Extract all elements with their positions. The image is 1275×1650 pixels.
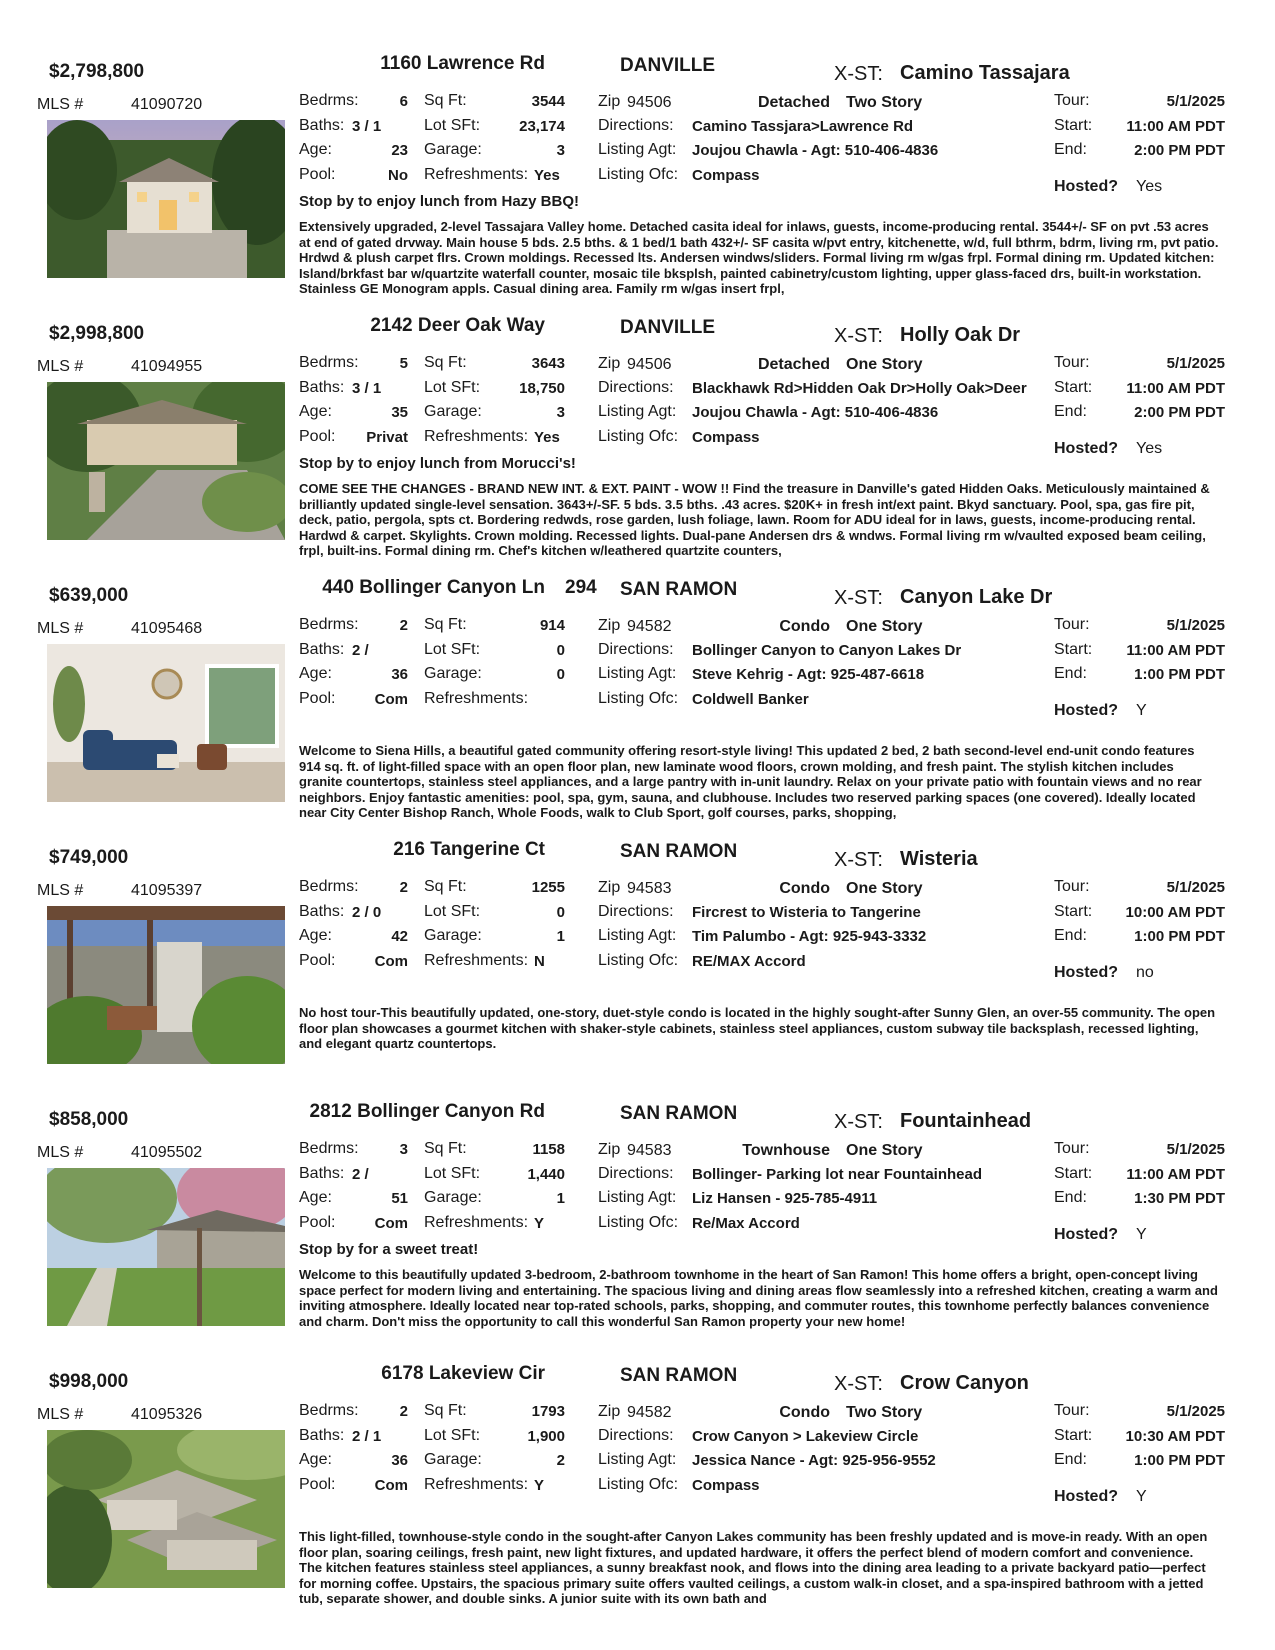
start-label: Start: [1054,1165,1093,1182]
mls-label: MLS # [37,1406,84,1423]
zip-value: 94582 [627,1404,672,1421]
start-label: Start: [1054,117,1093,134]
cross-street-label: X-ST: [834,1111,883,1133]
property-style: One Story [846,880,923,897]
listing-card [0,315,1275,583]
property-photo [47,382,285,540]
listing-city: SAN RAMON [620,1103,738,1124]
start-label: Start: [1054,903,1093,920]
lotsft-label: Lot SFt: [424,903,481,920]
end-label: End: [1054,1189,1087,1206]
listing-address: 216 Tangerine Ct [393,839,545,860]
listing-note: Stop by to enjoy lunch from Morucci's! [299,455,576,472]
refreshments-label: Refreshments: [424,952,529,969]
listing-description: No host tour-This beautifully updated, one-story, duet-style condo is located in the highly sought-after Sunny Glen, an over-55 community. The open floor plan showcases a gourmet kitchen with shaker-style cabinets, stainless steel appliances, custom subway tile backsplash, recessed lighting, and elegant quartz countertops. [299,1005,1216,1052]
start-time: 11:00 AM PDT [1126,380,1225,397]
listing-office-label: Listing Ofc: [598,428,679,445]
age-value: 35 [391,404,408,421]
baths-label: Baths: [299,903,345,920]
mls-number: 41094955 [131,358,203,375]
sqft-value: 1793 [531,1403,565,1420]
pool-value: Privat [366,429,408,446]
garage-label: Garage: [424,1451,482,1468]
listing-office-value: Compass [692,429,760,446]
baths-value: 2 / 1 [352,1428,382,1445]
listing-agent-label: Listing Agt: [598,1189,677,1206]
start-label: Start: [1054,379,1093,396]
listing-description: COME SEE THE CHANGES - BRAND NEW INT. & EXT. PAINT - WOW !! Find the treasure in Danville's gated Hidden Oaks. Meticulously maintained & brilliantly updated single-level sensation. 3643+/-SF. 5 bds. 3.5 bths. .43 acres. $20K+ in fresh int/ext paint. Bkyd sanctuary. Pool, spa, gas fire pit, deck, patio, pergola, spts ct. Bordering redwds, rose garden, lush foliage, lawn. Room for ADU ideal for in laws, guests, income-producing rental. Hardwd & carpet. Skylights. Crown molding. Recessed lights. Dual-pane Andersen drs & wndws. Formal living rm w/vaulted exposed beam ceiling, frpl, built-ins. Formal dining rm. Chef's kitchen w/leathered quartzite counters, [299,481,1210,559]
tour-label: Tour: [1054,878,1090,895]
listing-agent-value: Joujou Chawla - Agt: 510-406-4836 [692,142,939,159]
zip-label: Zip [598,1141,621,1158]
listing-agent-label: Listing Agt: [598,1451,677,1468]
listing-office-label: Listing Ofc: [598,690,679,707]
baths-value: 2 / [352,642,369,659]
age-value: 36 [391,1452,408,1469]
tour-date: 5/1/2025 [1166,93,1225,110]
tour-label: Tour: [1054,1402,1090,1419]
garage-value: 3 [556,404,565,421]
baths-value: 3 / 1 [352,118,382,135]
mls-label: MLS # [37,1144,84,1161]
lotsft-value: 23,174 [519,118,565,135]
mls-label: MLS # [37,358,84,375]
property-photo [47,120,285,278]
pool-value: No [388,167,408,184]
tour-date: 5/1/2025 [1166,617,1225,634]
lotsft-value: 1,440 [527,1166,565,1183]
baths-value: 2 / 0 [352,904,382,921]
bedrooms-value: 3 [399,1141,408,1158]
listing-note: Stop by for a sweet treat! [299,1241,479,1258]
pool-value: Com [374,1215,408,1232]
cross-street-label: X-ST: [834,1373,883,1395]
mls-label: MLS # [37,882,84,899]
listing-note: Stop by to enjoy lunch from Hazy BBQ! [299,193,580,210]
listing-city: SAN RAMON [620,841,738,862]
listing-agent-value: Steve Kehrig - Agt: 925-487-6618 [692,666,925,683]
listing-agent-value: Tim Palumbo - Agt: 925-943-3332 [692,928,927,945]
property-type: Condo [779,880,830,897]
age-label: Age: [299,403,332,420]
listing-price: $749,000 [49,847,129,868]
hosted-label: Hosted? [1054,1226,1118,1243]
pool-label: Pool: [299,690,336,707]
sqft-value: 1158 [532,1141,565,1158]
lotsft-label: Lot SFt: [424,117,481,134]
directions-label: Directions: [598,1427,674,1444]
hosted-value: Y [1136,1488,1147,1505]
end-time: 1:00 PM PDT [1134,1452,1225,1469]
end-time: 1:30 PM PDT [1134,1190,1225,1207]
age-label: Age: [299,141,332,158]
refreshments-label: Refreshments: [424,1476,529,1493]
cross-street: Holly Oak Dr [900,324,1021,346]
cross-street: Fountainhead [900,1110,1032,1132]
hosted-label: Hosted? [1054,178,1118,195]
listing-city: SAN RAMON [620,1365,738,1386]
zip-label: Zip [598,879,621,896]
directions-label: Directions: [598,641,674,658]
listing-description: This light-filled, townhouse-style condo in the sought-after Canyon Lakes community has been freshly updated and is move-in ready. With an open floor plan, soaring ceilings, fresh paint, new light fixtures, and updated hardware, it offers the perfect blend of modern comfort and convenience. The kitchen features stainless steel appliances, a sunny breakfast nook, and flows into the dining area leading to a private backyard patio—perfect for morning coffee. Upstairs, the spacious primary suite offers vaulted ceilings, a custom walk-in closet, and a spa-inspired bathroom with a jetted tub, separate shower, and double sinks. A junior suite with its own bath and [299,1529,1208,1607]
property-type: Detached [757,94,830,111]
mls-number: 41095502 [131,1144,203,1161]
zip-value: 94583 [627,1142,672,1159]
listing-agent-label: Listing Agt: [598,927,677,944]
property-photo [47,644,285,802]
property-type: Condo [779,618,830,635]
listing-office-label: Listing Ofc: [598,952,679,969]
baths-value: 3 / 1 [352,380,382,397]
directions-value: Blackhawk Rd>Hidden Oak Dr>Holly Oak>Deer [692,380,1027,397]
directions-value: Crow Canyon > Lakeview Circle [692,1428,919,1445]
bedrooms-label: Bedrms: [299,878,359,895]
hosted-value: Yes [1136,178,1163,195]
pool-label: Pool: [299,166,336,183]
cross-street: Canyon Lake Dr [900,586,1053,608]
refreshments-label: Refreshments: [424,428,529,445]
garage-label: Garage: [424,927,482,944]
end-label: End: [1054,927,1087,944]
tour-label: Tour: [1054,354,1090,371]
baths-label: Baths: [299,1165,345,1182]
age-label: Age: [299,927,332,944]
listing-agent-value: Jessica Nance - Agt: 925-956-9552 [692,1452,936,1469]
cross-street: Wisteria [900,848,978,870]
listing-office-label: Listing Ofc: [598,1214,679,1231]
listing-description: Welcome to Siena Hills, a beautiful gated community offering resort-style living! This updated 2 bed, 2 bath second-level end-unit condo features 914 sq. ft. of light-filled space with an open floor plan, new laminate wood floors, crown molding, and fresh paint. The stylish kitchen includes granite countertops, stainless steel appliances, and a large pantry with in-unit laundry. Relax on your private patio with fountain views and no rear neighbors. Enjoy fantastic amenities: pool, spa, gym, sauna, and clubhouse. Includes two reserved parking spaces (one covered). Ideally located near City Center Bishop Ranch, Whole Foods, walk to Club Sport, golf courses, parks, shopping, [299,743,1202,821]
property-style: One Story [846,356,923,373]
sqft-value: 1255 [531,879,565,896]
garage-value: 3 [556,142,565,159]
listing-agent-label: Listing Agt: [598,141,677,158]
pool-value: Com [374,953,408,970]
age-value: 42 [391,928,408,945]
tour-label: Tour: [1054,92,1090,109]
directions-value: Camino Tassjara>Lawrence Rd [692,118,914,135]
property-type: Detached [757,356,830,373]
sqft-label: Sq Ft: [424,1402,467,1419]
listing-card [0,839,1275,1107]
end-time: 2:00 PM PDT [1134,404,1225,421]
end-label: End: [1054,141,1087,158]
age-value: 36 [391,666,408,683]
bedrooms-label: Bedrms: [299,354,359,371]
listing-price: $639,000 [49,585,129,606]
age-label: Age: [299,1451,332,1468]
start-time: 11:00 AM PDT [1126,642,1225,659]
lotsft-label: Lot SFt: [424,1165,481,1182]
hosted-value: Yes [1136,440,1163,457]
tour-date: 5/1/2025 [1166,1403,1225,1420]
end-label: End: [1054,403,1087,420]
cross-street-label: X-ST: [834,587,883,609]
garage-value: 1 [556,928,565,945]
pool-label: Pool: [299,952,336,969]
sqft-value: 914 [539,617,565,634]
garage-value: 2 [556,1452,565,1469]
refreshments-value: Y [534,1477,545,1494]
cross-street: Crow Canyon [900,1372,1029,1394]
listing-price: $2,798,800 [49,61,145,82]
garage-value: 1 [556,1190,565,1207]
age-label: Age: [299,1189,332,1206]
listing-description: Extensively upgraded, 2-level Tassajara Valley home. Detached casita ideal for inlaws, guests, income-producing rental. 3544+/- SF on pvt .53 acres at end of gated drvway. Main house 5 bds. 2.5 bths. & 1 bed/1 bath 432+/- SF casita w/pvt entry, kitchenette, w/d, full bthrm, bdrm, living rm, pvt patio. Hrdwd & plush carpet flrs. Crown moldings. Recessed lts. Andersen windws/sliders. Formal living rm w/gas frpl. Formal dining rm. Updated kitchen: Island/brkfast bar w/quartzite waterfall counter, mosaic tile bksplsh, painted cabinetry/custom lighting, upper glass-faced drs, built-in workstation. Stainless GE Monogram appls. Casual dining area. Family rm w/gas insert frpl, [299,219,1219,297]
cross-street-label: X-ST: [834,325,883,347]
zip-label: Zip [598,617,621,634]
listing-office-value: Compass [692,167,760,184]
refreshments-value: Yes [534,429,560,446]
tour-date: 5/1/2025 [1166,355,1225,372]
refreshments-value: Yes [534,167,560,184]
sqft-label: Sq Ft: [424,92,467,109]
sqft-label: Sq Ft: [424,616,467,633]
sqft-label: Sq Ft: [424,878,467,895]
property-style: Two Story [846,1404,923,1421]
mls-label: MLS # [37,620,84,637]
hosted-label: Hosted? [1054,964,1118,981]
sqft-label: Sq Ft: [424,354,467,371]
listing-city: SAN RAMON [620,579,738,600]
sqft-value: 3643 [531,355,565,372]
property-style: One Story [846,618,923,635]
zip-value: 94506 [627,94,672,111]
listing-agent-label: Listing Agt: [598,403,677,420]
listing-address: 6178 Lakeview Cir [381,1363,545,1384]
cross-street: Camino Tassajara [900,62,1070,84]
listing-city: DANVILLE [620,55,715,76]
pool-value: Com [374,1477,408,1494]
refreshments-label: Refreshments: [424,166,529,183]
property-style: One Story [846,1142,923,1159]
end-time: 1:00 PM PDT [1134,666,1225,683]
tour-date: 5/1/2025 [1166,1141,1225,1158]
start-time: 10:00 AM PDT [1125,904,1225,921]
age-label: Age: [299,665,332,682]
bedrooms-value: 2 [399,879,408,896]
lotsft-value: 0 [556,904,565,921]
listing-price: $998,000 [49,1371,129,1392]
tour-label: Tour: [1054,1140,1090,1157]
listing-card [0,577,1275,845]
listing-office-value: RE/MAX Accord [692,953,806,970]
bedrooms-label: Bedrms: [299,92,359,109]
lotsft-label: Lot SFt: [424,641,481,658]
directions-label: Directions: [598,1165,674,1182]
listing-address: 2142 Deer Oak Way [370,315,545,336]
pool-label: Pool: [299,1476,336,1493]
tour-label: Tour: [1054,616,1090,633]
zip-value: 94583 [627,880,672,897]
baths-label: Baths: [299,117,345,134]
mls-number: 41095326 [131,1406,203,1423]
zip-label: Zip [598,93,621,110]
listing-office-label: Listing Ofc: [598,1476,679,1493]
listing-description: Welcome to this beautifully updated 3-bedroom, 2-bathroom townhome in the heart of San Ramon! This home offers a bright, open-concept living space perfect for modern living and entertaining. The spacious living and dining areas flow seamlessly into a refreshed kitchen, creating a warm and inviting atmosphere. Ideally located near top-rated schools, parks, shopping, and commuter routes, this townhome perfectly balances convenience and charm. Don't miss the opportunity to call this wonderful San Ramon property your new home! [299,1267,1218,1329]
listing-agent-label: Listing Agt: [598,665,677,682]
hosted-label: Hosted? [1054,1488,1118,1505]
garage-label: Garage: [424,1189,482,1206]
start-label: Start: [1054,641,1093,658]
directions-value: Fircrest to Wisteria to Tangerine [692,904,921,921]
refreshments-value: Y [534,1215,545,1232]
age-value: 51 [391,1190,408,1207]
directions-label: Directions: [598,117,674,134]
property-photo [47,1430,285,1588]
end-label: End: [1054,1451,1087,1468]
property-type: Townhouse [742,1142,830,1159]
listing-office-label: Listing Ofc: [598,166,679,183]
hosted-value: Y [1136,1226,1147,1243]
bedrooms-value: 5 [399,355,408,372]
end-label: End: [1054,665,1087,682]
lotsft-value: 1,900 [527,1428,565,1445]
property-type: Condo [779,1404,830,1421]
zip-value: 94582 [627,618,672,635]
end-time: 2:00 PM PDT [1134,142,1225,159]
listing-price: $858,000 [49,1109,129,1130]
mls-number: 41095397 [131,882,203,899]
listing-agent-value: Joujou Chawla - Agt: 510-406-4836 [692,404,939,421]
property-style: Two Story [846,94,923,111]
baths-label: Baths: [299,641,345,658]
listing-card [0,1363,1275,1631]
refreshments-label: Refreshments: [424,1214,529,1231]
listing-card [0,1101,1275,1369]
bedrooms-value: 2 [399,617,408,634]
mls-label: MLS # [37,96,84,113]
sqft-value: 3544 [531,93,565,110]
baths-value: 2 / [352,1166,369,1183]
start-time: 11:00 AM PDT [1126,1166,1225,1183]
garage-label: Garage: [424,403,482,420]
baths-label: Baths: [299,379,345,396]
refreshments-value: N [534,953,545,970]
zip-label: Zip [598,1403,621,1420]
pool-label: Pool: [299,428,336,445]
zip-value: 94506 [627,356,672,373]
listing-office-value: Coldwell Banker [692,691,809,708]
listing-address: 2812 Bollinger Canyon Rd [309,1101,545,1122]
sqft-label: Sq Ft: [424,1140,467,1157]
listing-card [0,53,1275,321]
start-label: Start: [1054,1427,1093,1444]
bedrooms-value: 2 [399,1403,408,1420]
listing-office-value: Compass [692,1477,760,1494]
hosted-label: Hosted? [1054,440,1118,457]
lotsft-value: 18,750 [519,380,565,397]
hosted-value: Y [1136,702,1147,719]
lotsft-label: Lot SFt: [424,379,481,396]
refreshments-label: Refreshments: [424,690,529,707]
listing-address: 440 Bollinger Canyon Ln [322,577,545,598]
garage-label: Garage: [424,665,482,682]
lotsft-label: Lot SFt: [424,1427,481,1444]
pool-value: Com [374,691,408,708]
listing-agent-value: Liz Hansen - 925-785-4911 [692,1190,878,1207]
lotsft-value: 0 [556,642,565,659]
directions-value: Bollinger- Parking lot near Fountainhead [692,1166,983,1183]
age-value: 23 [391,142,408,159]
directions-value: Bollinger Canyon to Canyon Lakes Dr [692,642,962,659]
listing-city: DANVILLE [620,317,715,338]
bedrooms-label: Bedrms: [299,616,359,633]
mls-number: 41090720 [131,96,203,113]
listing-address: 1160 Lawrence Rd [380,53,545,74]
cross-street-label: X-ST: [834,63,883,85]
baths-label: Baths: [299,1427,345,1444]
listing-price: $2,998,800 [49,323,145,344]
garage-label: Garage: [424,141,482,158]
directions-label: Directions: [598,903,674,920]
start-time: 10:30 AM PDT [1125,1428,1225,1445]
garage-value: 0 [556,666,565,683]
hosted-value: no [1136,964,1154,981]
directions-label: Directions: [598,379,674,396]
pool-label: Pool: [299,1214,336,1231]
end-time: 1:00 PM PDT [1134,928,1225,945]
listing-unit: 294 [565,577,597,598]
cross-street-label: X-ST: [834,849,883,871]
mls-number: 41095468 [131,620,203,637]
property-photo [47,906,285,1064]
bedrooms-value: 6 [399,93,408,110]
bedrooms-label: Bedrms: [299,1140,359,1157]
tour-date: 5/1/2025 [1166,879,1225,896]
hosted-label: Hosted? [1054,702,1118,719]
start-time: 11:00 AM PDT [1126,118,1225,135]
listing-office-value: Re/Max Accord [692,1215,800,1232]
zip-label: Zip [598,355,621,372]
property-photo [47,1168,285,1326]
bedrooms-label: Bedrms: [299,1402,359,1419]
